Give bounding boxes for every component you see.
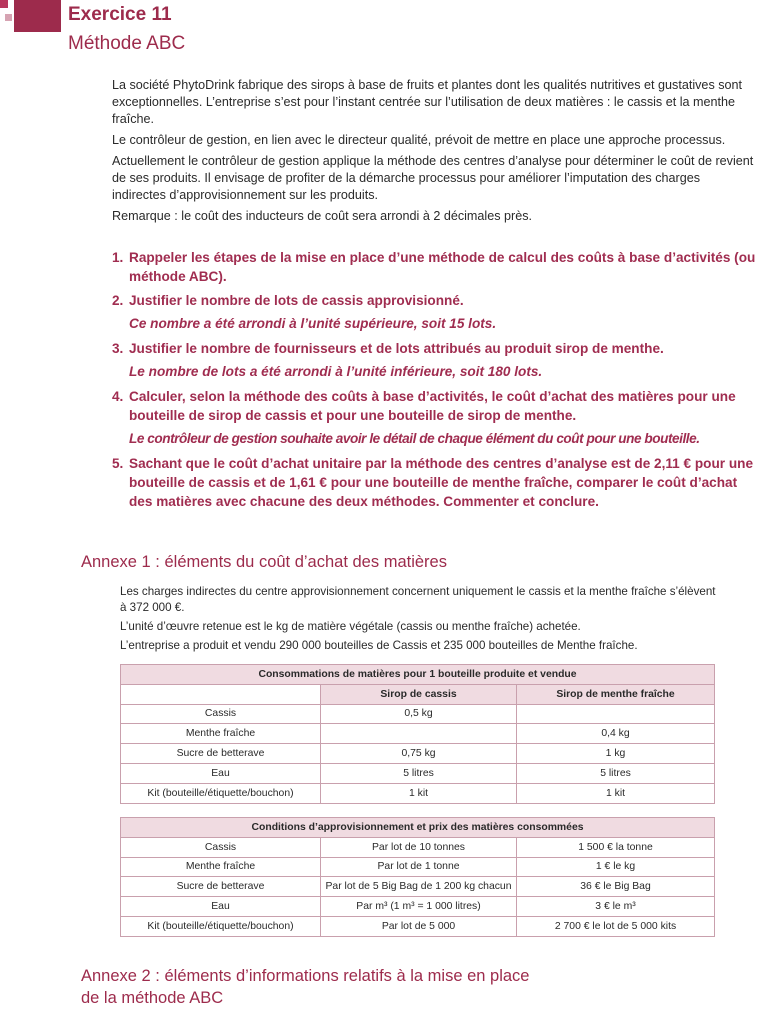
question-number: 4. xyxy=(112,389,124,404)
table-cell: 0,4 kg xyxy=(517,724,715,744)
table-cell: 1 kit xyxy=(321,783,517,803)
table-cell: Par m³ (1 m³ = 1 000 litres) xyxy=(321,897,517,917)
table-cell: Eau xyxy=(121,897,321,917)
table-cell: 1 500 € la tonne xyxy=(517,837,715,857)
table-cell: 36 € le Big Bag xyxy=(517,877,715,897)
table-cell: Par lot de 5 000 xyxy=(321,916,517,936)
table-row xyxy=(121,724,715,744)
table-cell: 1 € le kg xyxy=(517,857,715,877)
table-cell: Menthe fraîche xyxy=(121,724,321,744)
table-header-row xyxy=(121,684,715,704)
header-cell-menthe: Sirop de menthe fraîche xyxy=(517,684,715,704)
decorative-square-light xyxy=(5,14,12,21)
consumption-table xyxy=(120,664,715,804)
annexe-2-title-line: Annexe 2 : éléments d’informations relatifs à la mise en place xyxy=(81,967,530,985)
table-cell: Sucre de betterave xyxy=(121,744,321,764)
table-title-row xyxy=(121,818,715,838)
table-cell: 5 litres xyxy=(321,763,517,783)
table-cell: 1 kg xyxy=(517,744,715,764)
table-row xyxy=(121,744,715,764)
header-cell-cassis: Sirop de cassis xyxy=(321,684,517,704)
supply-table-title: Conditions d’approvisionnement et prix des matières consommées xyxy=(121,818,715,838)
table-row xyxy=(121,897,715,917)
question-2 xyxy=(112,291,762,310)
question-4-note: Le contrôleur de gestion souhaite avoir le détail de chaque élément du coût pour une bouteille. xyxy=(129,431,700,446)
question-number: 1. xyxy=(112,250,124,265)
header-cell-empty xyxy=(121,684,321,704)
table-row xyxy=(121,783,715,803)
question-1 xyxy=(112,248,762,286)
question-2-note: Ce nombre a été arrondi à l’unité supérieure, soit 15 lots. xyxy=(129,316,497,331)
intro-paragraph: Le contrôleur de gestion, en lien avec le directeur qualité, prévoit de mettre en place une approche processus. xyxy=(112,133,726,147)
question-text: Rappeler les étapes de la mise en place d’une méthode de calcul des coûts à base d’activités (ou méthode ABC). xyxy=(129,250,756,284)
question-4 xyxy=(112,387,762,425)
decorative-square-large xyxy=(14,0,61,32)
exercise-title: Exercice 11 xyxy=(68,4,172,25)
consumption-table-title: Consommations de matières pour 1 bouteille produite et vendue xyxy=(121,665,715,685)
annexe-1-title: Annexe 1 : éléments du coût d’achat des matières xyxy=(81,553,447,571)
annexe-1-text xyxy=(120,584,720,657)
annexe-1-paragraph: L’unité d’œuvre retenue est le kg de matière végétale (cassis ou menthe fraîche) achetée. xyxy=(120,619,581,633)
question-text: Calculer, selon la méthode des coûts à base d’activités, le coût d’achat des matières pour une bouteille de sirop de cassis et pour une bouteille de sirop de menthe. xyxy=(129,389,736,423)
intro-text xyxy=(112,77,757,229)
table-row xyxy=(121,857,715,877)
table-row xyxy=(121,916,715,936)
table-cell: 0,75 kg xyxy=(321,744,517,764)
question-5 xyxy=(112,454,762,511)
question-3-note: Le nombre de lots a été arrondi à l’unité inférieure, soit 180 lots. xyxy=(129,364,543,379)
question-text: Sachant que le coût d’achat unitaire par la méthode des centres d’analyse est de 2,11 € pour une bouteille de cassis et de 1,61 € pour une bouteille de menthe fraîche, comparer le coût d’achat des matières avec chacune des deux méthodes. Commenter et conclure. xyxy=(129,456,754,509)
annexe-2-title-line: de la méthode ABC xyxy=(81,989,224,1007)
table-cell: 5 litres xyxy=(517,763,715,783)
table-cell: Par lot de 5 Big Bag de 1 200 kg chacun xyxy=(321,877,517,897)
table-cell: Cassis xyxy=(121,837,321,857)
table-cell: Cassis xyxy=(121,704,321,724)
intro-paragraph: La société PhytoDrink fabrique des sirops à base de fruits et plantes dont les qualités nutritives et gustatives sont exceptionnelles. L’entreprise s’est pour l’instant centrée sur l’utilisation de deux matières : le cassis et la menthe fraîche. xyxy=(112,78,743,126)
table-cell: Kit (bouteille/étiquette/bouchon) xyxy=(121,916,321,936)
table-cell: Sucre de betterave xyxy=(121,877,321,897)
question-number: 3. xyxy=(112,341,124,356)
table-cell: 2 700 € le lot de 5 000 kits xyxy=(517,916,715,936)
questions-list xyxy=(112,248,762,516)
exercise-subtitle: Méthode ABC xyxy=(68,33,186,54)
table-cell: Menthe fraîche xyxy=(121,857,321,877)
table-cell: 3 € le m³ xyxy=(517,897,715,917)
table-row xyxy=(121,837,715,857)
question-number: 5. xyxy=(112,456,124,471)
table-row xyxy=(121,877,715,897)
table-cell: Par lot de 10 tonnes xyxy=(321,837,517,857)
table-cell: Kit (bouteille/étiquette/bouchon) xyxy=(121,783,321,803)
question-3 xyxy=(112,339,762,358)
table-cell: 1 kit xyxy=(517,783,715,803)
table-cell: 0,5 kg xyxy=(321,704,517,724)
annexe-1-paragraph: Les charges indirectes du centre approvisionnement concernent uniquement le cassis et la menthe fraîche s’élèvent à 372 000 €. xyxy=(120,585,716,614)
table-cell: Par lot de 1 tonne xyxy=(321,857,517,877)
question-text: Justifier le nombre de lots de cassis approvisionné. xyxy=(129,293,464,308)
table-title-row xyxy=(121,665,715,685)
question-number: 2. xyxy=(112,293,124,308)
table-cell: Eau xyxy=(121,763,321,783)
table-cell xyxy=(517,704,715,724)
table-row xyxy=(121,763,715,783)
supply-conditions-table xyxy=(120,817,715,937)
table-cell xyxy=(321,724,517,744)
annexe-2-title xyxy=(81,965,681,1009)
decorative-square-small xyxy=(0,0,8,8)
intro-paragraph: Remarque : le coût des inducteurs de coût sera arrondi à 2 décimales près. xyxy=(112,209,533,223)
question-text: Justifier le nombre de fournisseurs et de lots attribués au produit sirop de menthe. xyxy=(129,341,664,356)
intro-paragraph: Actuellement le contrôleur de gestion applique la méthode des centres d’analyse pour déterminer le coût de revient de ses produits. Il envisage de profiter de la démarche processus pour améliorer l’imputation des charges indirectes d’approvisionnement sur les produits. xyxy=(112,154,754,202)
annexe-1-paragraph: L’entreprise a produit et vendu 290 000 bouteilles de Cassis et 235 000 bouteilles de Menthe fraîche. xyxy=(120,638,638,652)
table-row xyxy=(121,704,715,724)
